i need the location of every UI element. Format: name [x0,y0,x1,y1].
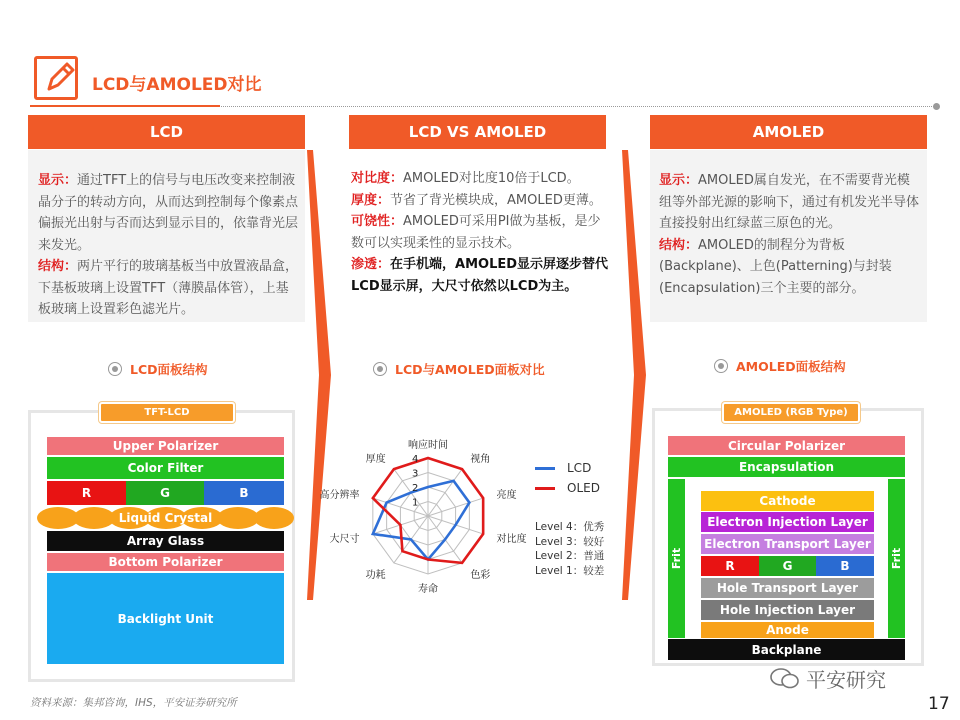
compare-heading [373,360,545,378]
legend-label-oled: OLED [567,481,600,495]
radar-axis-label-0: 响应时间 [408,440,448,451]
level-note-2: Level 2：普通 [535,550,605,562]
radar-scale-label-4: 4 [412,454,419,465]
blue-subpixel: B [204,481,284,505]
backlight-unit-layer: Backlight Unit [47,573,284,664]
radar-axis-label-3: 对比度 [496,534,527,546]
radar-spoke-1 [428,469,462,516]
radar-scale-label-2: 2 [412,483,419,494]
green-subpixel: G [126,481,204,505]
radar-axis-label-6: 功耗 [365,570,386,582]
page-title: LCD与AMOLED对比 [92,75,262,95]
amoled-structure-heading [714,357,846,375]
frit-right-label: Frit [890,547,904,570]
lcd-display-label: 显示： [38,173,78,188]
amoled-structure-text: AMOLED的制程分为背板(Backplane)、上色(Patterning)与封装(Encapsulation)三个主要的部分。 [659,237,892,296]
array-glass-layer: Array Glass [47,531,284,551]
legend-item-oled [535,478,600,498]
thickness-label: 厚度： [351,192,391,208]
legend-swatch-oled [535,487,555,490]
radar-axis-label-2: 亮度 [496,489,517,501]
red-subpixel: R [47,481,126,505]
lcd-structure-label: 结构： [38,259,78,274]
amoled-structure-label: 结构： [659,237,699,253]
lcd-structure-text: 两片平行的玻璃基板当中放置液晶盒，下基板玻璃上设置TFT（薄膜晶体管），上基板玻璃上设置彩色滤光片。 [38,259,299,317]
level-note-3: Level 3：较好 [535,535,605,548]
radar-scale-label-1: 1 [412,497,419,509]
amoled-green-subpixel: G [759,556,816,576]
liquid-crystal-label: Liquid Crystal [118,511,213,525]
radar-series-lcd [373,481,470,560]
level-note-4: Level 4：优秀 [535,521,605,533]
amoled-column-header: AMOLED [650,115,927,149]
compare-description [351,168,609,297]
legend-item-lcd [535,458,600,478]
penetration-text: 在手机端，AMOLED显示屏逐步替代LCD显示屏，大尺寸依然以LCD为主。 [351,257,609,294]
frit-left [668,479,685,638]
circular-polarizer-layer: Circular Polarizer [668,436,905,455]
hole-transport-layer: Hole Transport Layer [701,578,874,598]
tft-lcd-tag: TFT-LCD [99,402,235,423]
radar-axis-label-5: 寿命 [418,584,438,595]
radar-legend [535,458,600,498]
penetration-label: 渗透： [351,257,391,272]
watermark [770,664,886,693]
wechat-icon [770,667,800,691]
thickness-text: 节省了背光模块成，AMOLED更薄。 [390,192,602,208]
amoled-structure-heading-text: AMOLED面板结构 [736,359,846,374]
flexibility-label: 可饶性： [351,214,404,229]
frit-left-label: Frit [670,547,684,570]
upper-polarizer-layer: Upper Polarizer [47,437,284,455]
contrast-label: 对比度： [351,171,404,186]
amoled-display-text: AMOLED属自发光，在不需要背光模组等外部光源的影响下，通过有机发光半导体直接投射出红绿蓝三原色的光。 [659,173,920,231]
amoled-red-subpixel: R [701,556,759,576]
radar-labels [320,438,527,595]
bullet-icon [373,362,387,376]
lcd-structure-heading [108,360,208,378]
radar-axis-label-1: 视角 [470,453,491,465]
frit-right [888,479,905,638]
color-filter-layer: Color Filter [47,457,284,479]
contrast-text: AMOLED对比度10倍于LCD。 [403,171,580,186]
radar-axis-label-7: 大尺寸 [329,534,360,546]
right-arrow-icon [307,150,331,600]
pencil-icon [34,56,78,100]
hole-injection-layer: Hole Injection Layer [701,600,874,620]
encapsulation-layer: Encapsulation [668,457,905,477]
radar-axis-label-8: 高分辨率 [319,489,360,501]
watermark-text: 平安研究 [806,668,886,692]
compare-column-header: LCD VS AMOLED [349,115,606,149]
source-note: 资料来源：集邦咨询，IHS，平安证券研究所 [30,697,237,709]
legend-swatch-lcd [535,467,555,470]
amoled-description [659,170,919,299]
flexibility-text: AMOLED可采用PI做为基板，是少数可以实现柔性的显示技术。 [351,214,601,251]
lcd-description [38,170,300,321]
page-number: 17 [928,694,950,714]
anode-layer: Anode [701,622,874,638]
backplane-layer: Backplane [668,639,905,660]
right-arrow-icon-2 [622,150,646,600]
legend-label-lcd: LCD [567,461,592,475]
level-note-1: Level 1：较差 [535,564,605,577]
lcd-column-header: LCD [28,115,305,149]
amoled-blue-subpixel: B [816,556,874,576]
amoled-rgb-tag: AMOLED (RGB Type) [722,402,860,423]
bullet-icon [108,362,122,376]
electron-transport-layer: Electron Transport Layer [701,534,874,554]
lcd-display-text: 通过TFT上的信号与电压改变来控制液晶分子的转动方向，从而达到控制每个像素点偏振光出射与否而达到显示目的，依靠背光层来发光。 [38,173,299,253]
bullet-icon [714,359,728,373]
title-underline [30,105,220,107]
radar-scale-label-3: 3 [412,468,419,480]
amoled-display-label: 显示： [659,173,699,188]
cathode-layer: Cathode [701,491,874,511]
title-divider-dot [933,103,940,110]
radar-axis-label-9: 厚度 [365,453,386,465]
bottom-polarizer-layer: Bottom Polarizer [47,553,284,571]
compare-heading-text: LCD与AMOLED面板对比 [395,362,545,377]
electron-injection-layer: Electron Injection Layer [701,512,874,532]
radar-scale [412,454,418,509]
level-notes [535,520,604,578]
radar-axis-label-4: 色彩 [470,570,491,582]
lcd-structure-heading-text: LCD面板结构 [130,362,208,377]
